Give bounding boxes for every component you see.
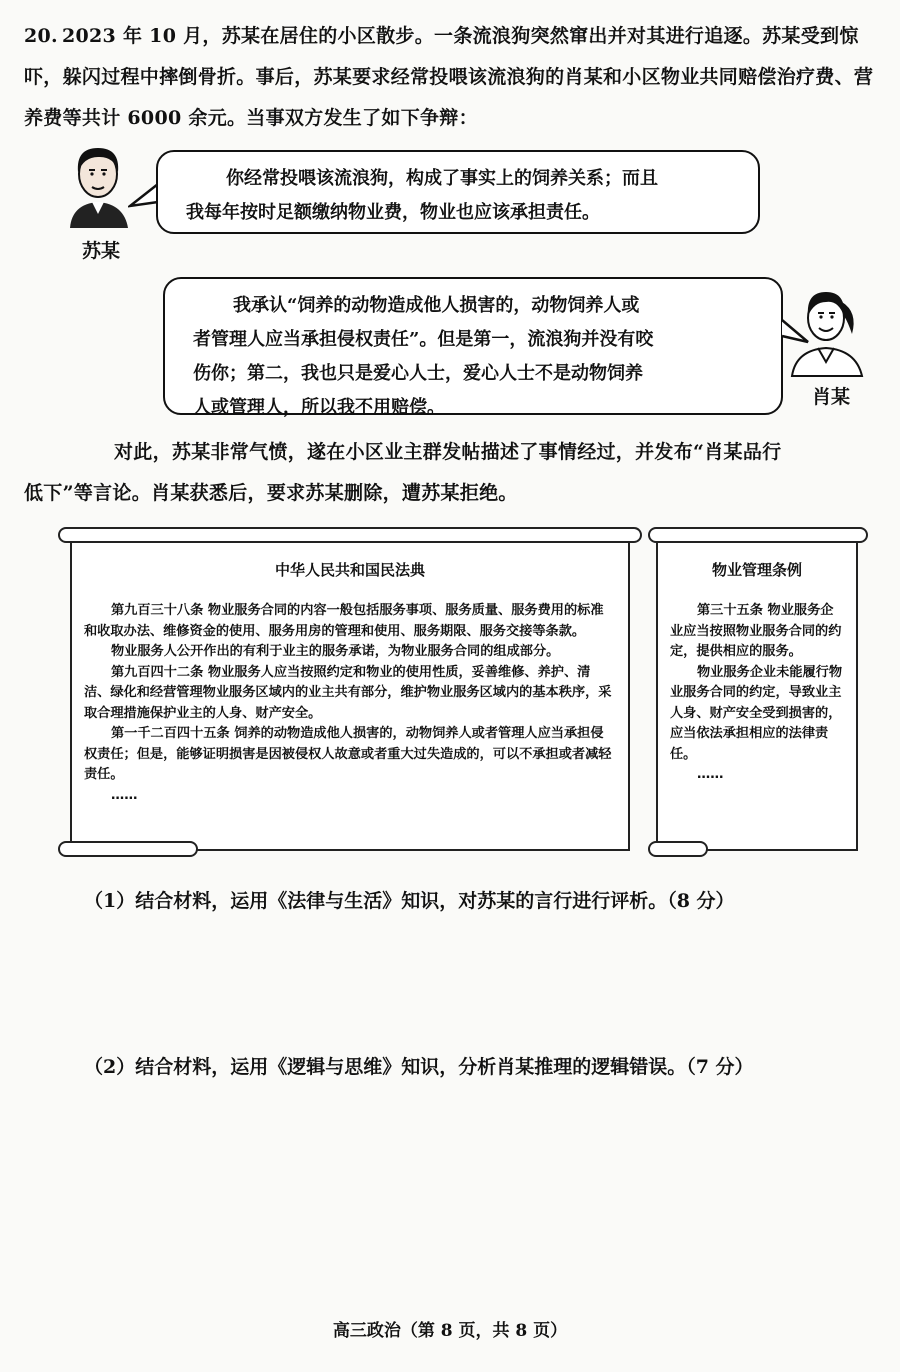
sub-question-2: （2）结合材料，运用《逻辑与思维》知识，分析肖某推理的逻辑错误。（7 分）: [84, 1056, 754, 1078]
article-938-para-2: 物业服务人公开作出的有利于业主的服务承诺，为物业服务合同的组成部分。: [111, 644, 560, 659]
follow-up-line-2: 低下”等言论。肖某获悉后，要求苏某删除，遭苏某拒绝。: [24, 482, 518, 504]
su-line-1: 你经常投喂该流浪狗，构成了事实上的饲养关系；而且: [226, 168, 658, 189]
question-intro-text: 2023 年 10 月，苏某在居住的小区散步。一条流浪狗突然窜出并对其进行追逐。苏某受到惊吓，躲闪过程中摔倒骨折。事后，苏某要求经常投喂该流浪狗的肖某和小区物业共同赔偿治疗费、营养费等共计 6000 余元。当事双方发生了如下争辩：: [24, 25, 874, 129]
page-footer: 高三政治（第 8 页，共 8 页）: [332, 1321, 568, 1341]
scroll-top-roll: [648, 527, 868, 543]
su-name-label: 苏某: [82, 240, 121, 262]
su-line-2: 我每年按时足额缴纳物业费，物业也应该承担责任。: [186, 202, 600, 223]
sub-question-1: （1）结合材料，运用《法律与生活》知识，对苏某的言行进行评析。（8 分）: [84, 890, 735, 912]
xiao-speech-bubble: [163, 277, 783, 418]
xiao-line-2: 者管理人应当承担侵权责任”。但是第一，流浪狗并没有咬: [193, 329, 654, 350]
article-35: 第三十五条 物业服务企业应当按照物业服务合同的约定，提供相应的服务。: [670, 603, 842, 659]
article-942: 第九百四十二条 物业服务人应当按照约定和物业的使用性质，妥善维修、养护、清洁、绿化和经营管理物业服务区域内的业主共有部分，维护物业服务区域内的基本秩序，采取合理措施保护业主的人身、财产安全。: [84, 664, 612, 721]
follow-up-line-1: 对此，苏某非常气愤，遂在小区业主群发帖描述了事情经过，并发布“肖某品行: [114, 441, 782, 463]
article-938: 第九百三十八条 物业服务合同的内容一般包括服务事项、服务质量、服务费用的标准和收取办法、维修资金的使用、服务用房的管理和使用、服务期限、服务交接等条款。: [84, 603, 604, 639]
civil-code-title: 中华人民共和国民法典: [274, 561, 425, 579]
civil-code-ellipsis: ……: [111, 787, 138, 803]
property-regulation-text: [670, 601, 846, 786]
xiao-name-label: 肖某: [812, 386, 851, 408]
civil-code-text: [84, 601, 616, 806]
xiao-line-4: 人或管理人，所以我不用赔偿。: [193, 397, 445, 418]
xiao-line-3: 伤你；第二，我也只是爱心人士，爱心人士不是动物饲养: [193, 363, 643, 384]
follow-up-paragraph: [24, 432, 874, 514]
scroll-top-roll: [58, 527, 642, 543]
property-regulation-title: 物业管理条例: [711, 561, 802, 579]
article-1245: 第一千二百四十五条 饲养的动物造成他人损害的，动物饲养人或者管理人应当承担侵权责任；但是，能够证明损害是因被侵权人故意或者重大过失造成的，可以不承担或者减轻责任。: [84, 726, 612, 782]
su-speech-bubble: [156, 150, 760, 234]
question-number: 20.: [24, 25, 58, 47]
xiao-avatar: [782, 282, 866, 372]
property-regulation-ellipsis: ……: [697, 767, 724, 782]
article-35-para-2: 物业服务企业未能履行物业服务合同的约定，导致业主人身、财产安全受到损害的，应当依法承担相应的法律责任。: [670, 664, 843, 762]
scroll-bottom-roll: [58, 841, 198, 857]
xiao-line-1: 我承认“饲养的动物造成他人损害的，动物饲养人或: [233, 295, 640, 316]
question-intro: [24, 16, 874, 139]
scroll-bottom-roll: [648, 841, 708, 857]
